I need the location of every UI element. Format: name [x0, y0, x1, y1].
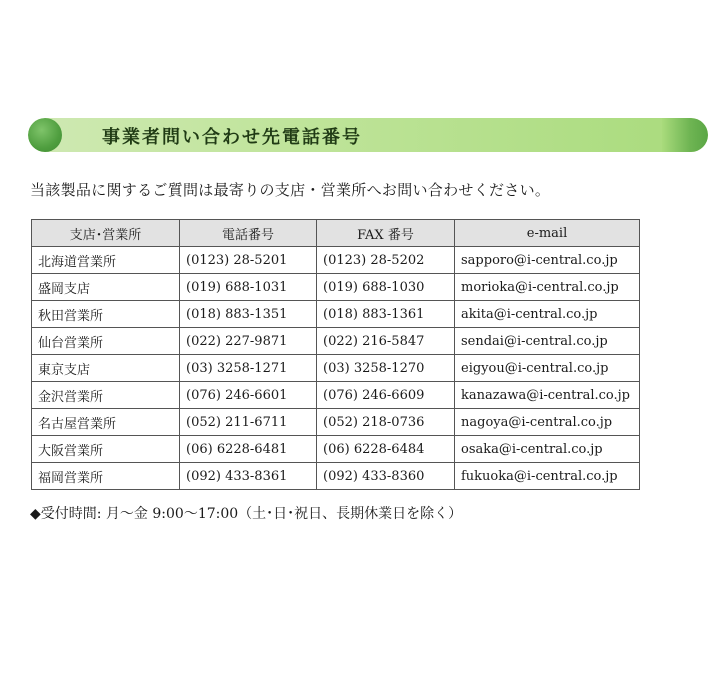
table-row	[32, 355, 640, 382]
phone-number: (076) 246-6601	[180, 382, 317, 409]
intro-text: 当該製品に関するご質問は最寄りの支店・営業所へお問い合わせください。	[30, 181, 551, 199]
branch-name: 盛岡支店	[32, 274, 180, 301]
email-address: nagoya@i-central.co.jp	[455, 409, 640, 436]
phone-number: (022) 227-9871	[180, 328, 317, 355]
phone-number: (052) 211-6711	[180, 409, 317, 436]
fax-number: (019) 688-1030	[317, 274, 455, 301]
table-row	[32, 382, 640, 409]
table-row	[32, 301, 640, 328]
phone-number: (019) 688-1031	[180, 274, 317, 301]
fax-number: (092) 433-8360	[317, 463, 455, 490]
fax-number: (022) 216-5847	[317, 328, 455, 355]
email-address: osaka@i-central.co.jp	[455, 436, 640, 463]
email-address: sendai@i-central.co.jp	[455, 328, 640, 355]
email-address: morioka@i-central.co.jp	[455, 274, 640, 301]
branch-contact-table	[31, 219, 640, 490]
table-row	[32, 274, 640, 301]
branch-name: 福岡営業所	[32, 463, 180, 490]
table-header-row	[32, 220, 640, 247]
email-address: fukuoka@i-central.co.jp	[455, 463, 640, 490]
header-bullet-icon	[28, 118, 62, 152]
branch-name: 秋田営業所	[32, 301, 180, 328]
phone-number: (018) 883-1351	[180, 301, 317, 328]
branch-name: 仙台営業所	[32, 328, 180, 355]
business-hours-note: ◆受付時間: 月～金 9:00～17:00（土･日･祝日、長期休業日を除く）	[30, 506, 463, 522]
header-fax: FAX 番号	[317, 220, 455, 247]
table-row	[32, 409, 640, 436]
table-row	[32, 247, 640, 274]
table-row	[32, 328, 640, 355]
email-address: akita@i-central.co.jp	[455, 301, 640, 328]
email-address: sapporo@i-central.co.jp	[455, 247, 640, 274]
branch-name: 東京支店	[32, 355, 180, 382]
fax-number: (0123) 28-5202	[317, 247, 455, 274]
branch-name: 大阪営業所	[32, 436, 180, 463]
phone-number: (0123) 28-5201	[180, 247, 317, 274]
fax-number: (06) 6228-6484	[317, 436, 455, 463]
header-email: e-mail	[455, 220, 640, 247]
phone-number: (06) 6228-6481	[180, 436, 317, 463]
fax-number: (076) 246-6609	[317, 382, 455, 409]
email-address: eigyou@i-central.co.jp	[455, 355, 640, 382]
branch-name: 北海道営業所	[32, 247, 180, 274]
header-phone: 電話番号	[180, 220, 317, 247]
section-title: 事業者問い合わせ先電話番号	[102, 127, 362, 148]
branch-name: 名古屋営業所	[32, 409, 180, 436]
phone-number: (092) 433-8361	[180, 463, 317, 490]
section-header-bar	[28, 118, 708, 152]
header-branch: 支店･営業所	[32, 220, 180, 247]
fax-number: (052) 218-0736	[317, 409, 455, 436]
branch-name: 金沢営業所	[32, 382, 180, 409]
table-row	[32, 463, 640, 490]
phone-number: (03) 3258-1271	[180, 355, 317, 382]
table-row	[32, 436, 640, 463]
fax-number: (018) 883-1361	[317, 301, 455, 328]
email-address: kanazawa@i-central.co.jp	[455, 382, 640, 409]
header-end-cap	[662, 118, 708, 152]
fax-number: (03) 3258-1270	[317, 355, 455, 382]
